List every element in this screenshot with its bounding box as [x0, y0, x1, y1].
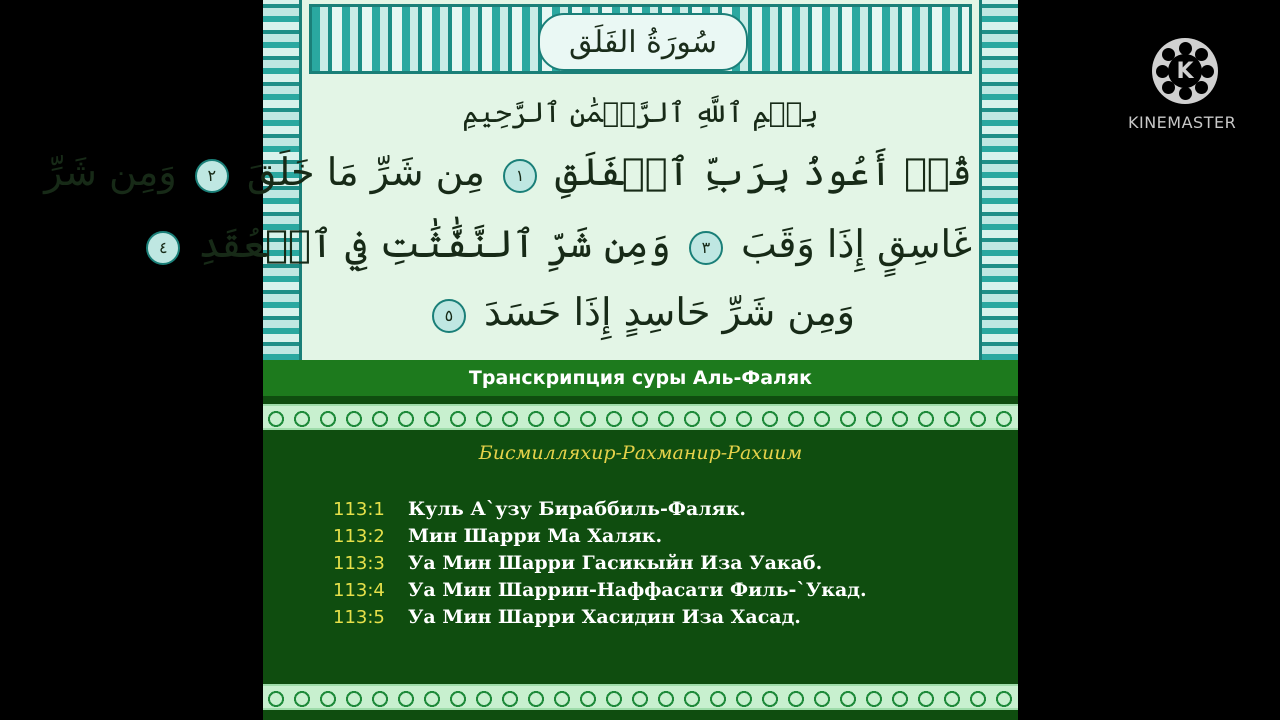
transcription-heading-band — [263, 360, 1018, 396]
ornamental-border-right — [979, 0, 1018, 360]
arabic-text: وَمِن شَرِّ حَاسِدٍ إِذَا حَسَدَ — [484, 290, 856, 334]
verse-row — [333, 552, 867, 579]
verse-number: 113:5 — [333, 607, 385, 628]
verse-row — [333, 606, 867, 633]
arabic-text: قُلۡ أَعُوذُ بِرَبِّ ٱلۡفَلَقِ — [555, 150, 972, 194]
ayah-marker-4: ٤ — [146, 231, 180, 265]
arabic-text: وَمِن شَرِّ ٱلنَّفَّٰثَٰتِ فِي ٱلۡعُقَدِ — [198, 222, 671, 266]
verse-number: 113:2 — [333, 526, 385, 547]
kinemaster-logo-icon — [1152, 38, 1218, 104]
reel-hole — [1179, 87, 1192, 100]
arabic-line-1 — [44, 150, 972, 194]
verse-number: 113:1 — [333, 499, 385, 520]
verse-text: Уа Мин Шаррин-Наффасати Филь-`Укад. — [408, 579, 867, 601]
transcription-heading: Транскрипция суры Аль-Фаляк — [468, 367, 813, 389]
verse-text: Куль А`узу Бираббиль-Фаляк. — [408, 498, 747, 520]
verse-list — [333, 498, 867, 633]
verse-number: 113:4 — [333, 580, 385, 601]
arabic-text: وَمِن شَرِّ — [44, 150, 177, 194]
reel-hole — [1201, 65, 1214, 78]
video-frame — [44, 0, 1018, 720]
verse-text: Уа Мин Шарри Хасидин Иза Хасад. — [408, 606, 801, 628]
verse-text: Уа Мин Шарри Гасикыйн Иза Уакаб. — [408, 552, 823, 574]
kinemaster-watermark: KINEMASTER — [1128, 113, 1237, 132]
ayah-marker-5: ٥ — [432, 299, 466, 333]
verse-text: Мин Шарри Ма Халяк. — [408, 525, 663, 547]
verse-row — [333, 525, 867, 552]
surah-title: سُورَةُ الفَلَق — [538, 13, 748, 71]
quran-page-image — [44, 0, 1018, 360]
arabic-text: غَاسِقٍ إِذَا وَقَبَ — [740, 222, 972, 266]
logo-letter: K — [1168, 54, 1202, 88]
ornament-divider-top — [263, 404, 1018, 430]
ornament-divider-bottom — [263, 684, 1018, 710]
bismillah-arabic: بِسۡمِ ٱللَّهِ ٱلرَّحۡمَٰنِ ٱلرَّحِيمِ — [462, 96, 819, 129]
ayah-marker-2: ٢ — [195, 159, 229, 193]
arabic-text: مِن شَرِّ مَا خَلَقَ — [246, 150, 485, 194]
surah-header-ornament — [309, 4, 972, 74]
arabic-line-3 — [309, 290, 972, 334]
ayah-marker-1: ١ — [503, 159, 537, 193]
ayah-marker-3: ٣ — [689, 231, 723, 265]
verse-row — [333, 498, 867, 525]
verse-number: 113:3 — [333, 553, 385, 574]
arabic-line-2 — [158, 222, 972, 266]
verse-row — [333, 579, 867, 606]
bismillah-transcription: Бисмилляхир-Рахманир-Рахиим — [478, 442, 803, 464]
